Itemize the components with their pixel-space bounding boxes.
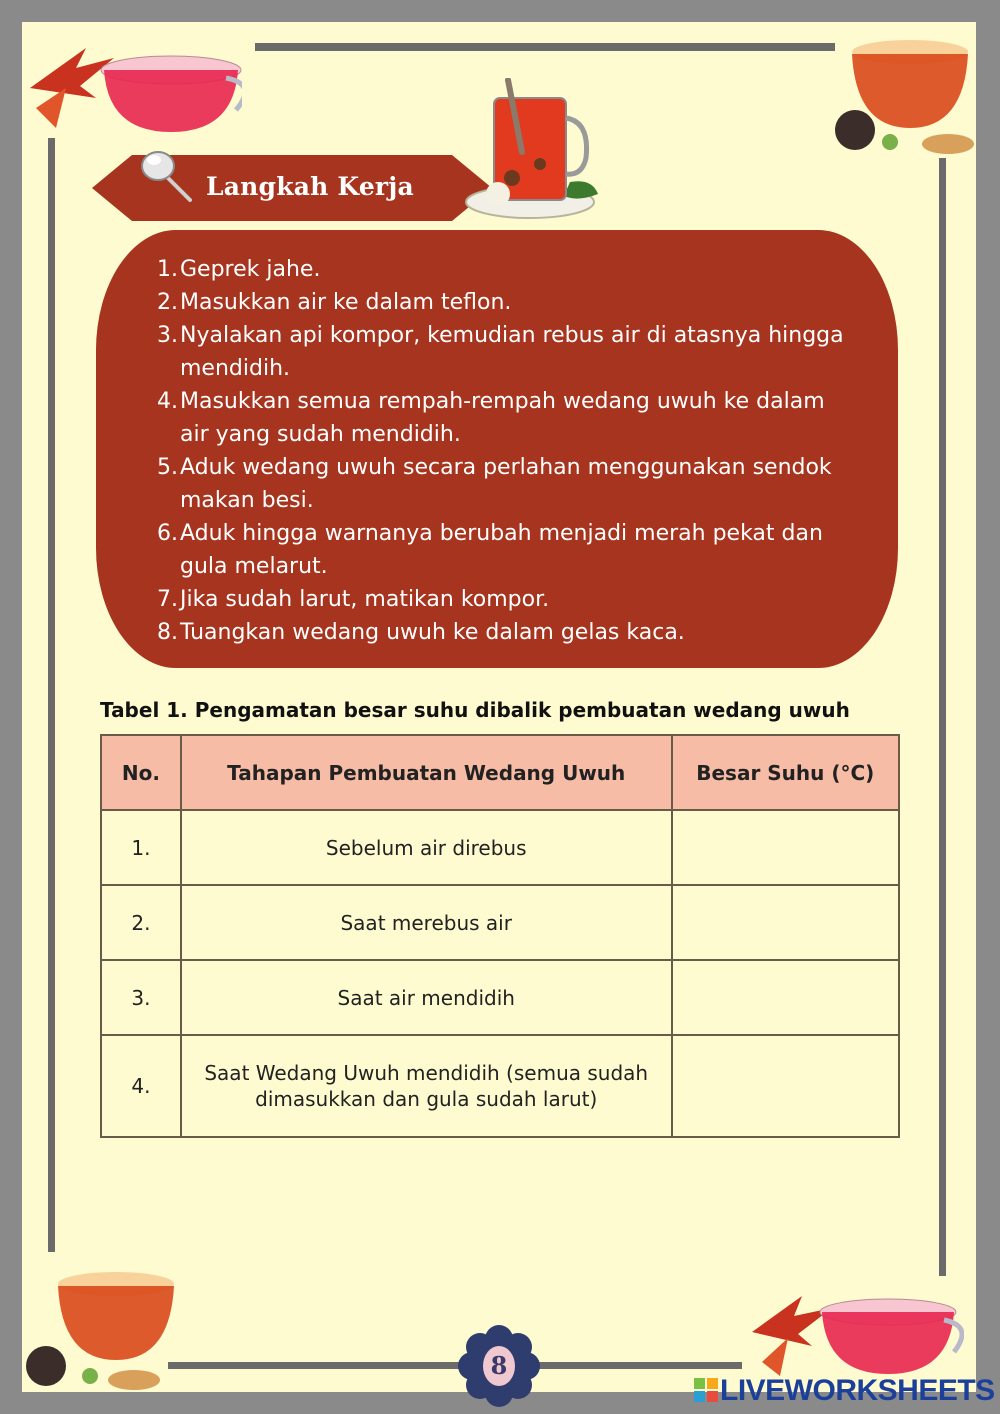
row-stage: Saat air mendidih	[181, 960, 672, 1035]
list-item: 6. Aduk hingga warnanya berubah menjadi merah pekat dan gula melarut.	[157, 521, 823, 579]
section-title: Langkah Kerja	[206, 172, 414, 201]
list-item: 7. Jika sudah larut, matikan kompor.	[157, 587, 550, 612]
table-row	[101, 1035, 899, 1137]
tea-cup-icon	[748, 1282, 964, 1378]
table-row	[101, 960, 899, 1035]
frame-left-bar	[48, 138, 55, 1252]
row-stage: Saat merebus air	[181, 885, 672, 960]
pushpin-icon	[136, 146, 192, 202]
tea-cup-icon	[830, 30, 980, 158]
table-row	[101, 810, 899, 885]
table-header-row	[101, 735, 899, 810]
list-item: 8. Tuangkan wedang uwuh ke dalam gelas kaca.	[157, 620, 685, 645]
row-number: 1.	[101, 810, 181, 885]
row-stage: Saat Wedang Uwuh mendidih (semua sudah dimasukkan dan gula sudah larut)	[181, 1035, 672, 1137]
tea-cup-icon	[24, 1262, 174, 1394]
row-number: 2.	[101, 885, 181, 960]
temperature-answer-cell[interactable]	[672, 885, 899, 960]
steps-list	[158, 253, 858, 649]
page-number: 8	[490, 1351, 508, 1380]
row-stage: Sebelum air direbus	[181, 810, 672, 885]
frame-top-bar	[255, 43, 835, 51]
temperature-answer-cell[interactable]	[672, 810, 899, 885]
temperature-answer-cell[interactable]	[672, 960, 899, 1035]
list-item: 3. Nyalakan api kompor, kemudian rebus air di atasnya hingga mendidih.	[157, 323, 844, 381]
frame-bottom-bar-right	[532, 1362, 742, 1369]
column-header-temperature: Besar Suhu (°C)	[672, 735, 899, 810]
tea-cup-icon	[26, 28, 242, 140]
table-caption: Tabel 1. Pengamatan besar suhu dibalik pembuatan wedang uwuh	[100, 698, 850, 722]
observation-table	[100, 734, 900, 1138]
spiced-tea-glass-icon	[460, 78, 600, 222]
frame-right-bar	[939, 158, 946, 1276]
row-number: 3.	[101, 960, 181, 1035]
column-header-no: No.	[101, 735, 181, 810]
row-number: 4.	[101, 1035, 181, 1137]
list-item: 5. Aduk wedang uwuh secara perlahan menggunakan sendok makan besi.	[157, 455, 832, 513]
temperature-answer-cell[interactable]	[672, 1035, 899, 1137]
column-header-stage: Tahapan Pembuatan Wedang Uwuh	[181, 735, 672, 810]
list-item: 4. Masukkan semua rempah-rempah wedang uwuh ke dalam air yang sudah mendidih.	[157, 389, 825, 447]
list-item: 1. Geprek jahe.	[157, 257, 321, 282]
watermark[interactable]: LIVEWORKSHEETS	[720, 1374, 995, 1407]
table-row	[101, 885, 899, 960]
list-item: 2. Masukkan air ke dalam teflon.	[157, 290, 512, 315]
frame-bottom-bar-left	[168, 1362, 468, 1369]
